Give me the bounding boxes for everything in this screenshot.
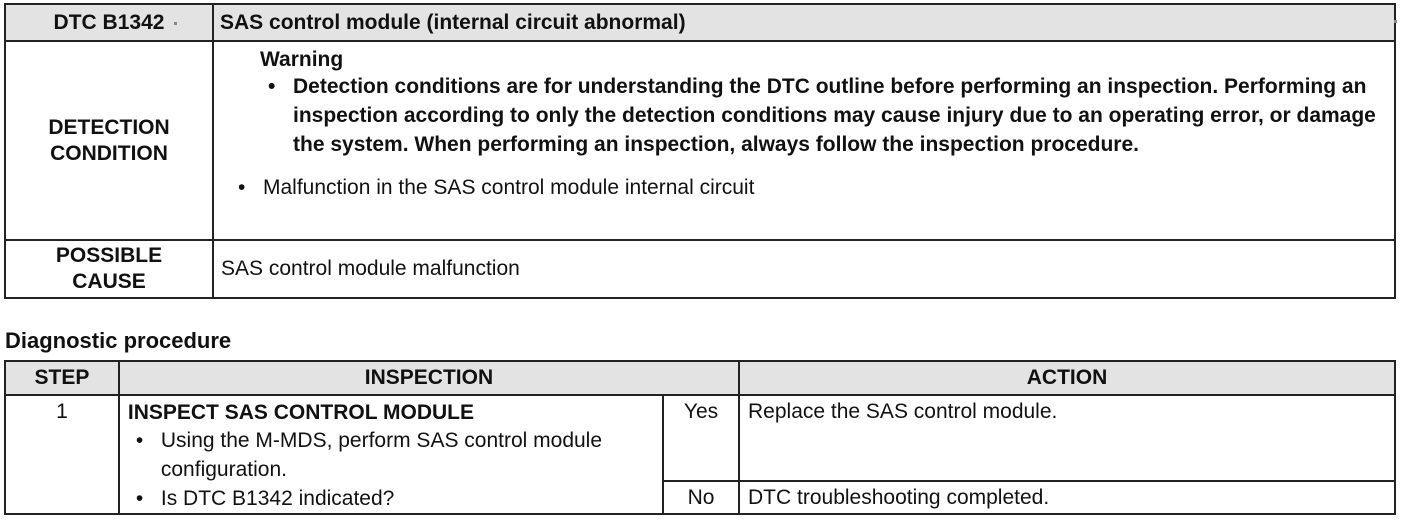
detection-label [5, 41, 213, 240]
possible-cause-row [5, 240, 1395, 298]
inspection-cell [119, 395, 663, 514]
diagnostic-procedure-heading: Diagnostic procedure [5, 328, 232, 353]
scan-mark [1394, 20, 1397, 23]
possible-cause-text: SAS control module malfunction [213, 240, 1395, 298]
inspection-item: • Is DTC B1342 indicated? [128, 484, 656, 513]
dtc-code: DTC B1342 [5, 4, 213, 41]
yes-action: Replace the SAS control module. [739, 395, 1395, 481]
procedure-table [4, 360, 1396, 515]
detection-row [5, 41, 1395, 240]
possible-cause-label-line2: CAUSE [72, 270, 146, 293]
inspection-title: INSPECT SAS CONTROL MODULE [127, 401, 475, 424]
step-header: STEP [5, 361, 119, 395]
inspection-list [128, 426, 656, 513]
procedure-row-yes [5, 395, 1395, 481]
warning-title: Warning [260, 48, 344, 71]
detection-list [230, 173, 1386, 202]
dtc-table [4, 3, 1396, 299]
action-header: ACTION [739, 361, 1395, 395]
possible-cause-label [5, 240, 213, 298]
inspection-item: • Using the M-MDS, perform SAS control module configuration. [128, 426, 656, 484]
no-action: DTC troubleshooting completed. [739, 481, 1395, 514]
warning-item: • Detection conditions are for understanding the DTC outline before performing an inspection. Performing an inspection according to only the detection conditions may cause injury due to an operating error, or damage the system. When performing an inspection, always follow the inspection procedure. [260, 72, 1386, 159]
yes-label: Yes [663, 395, 739, 481]
no-label: No [663, 481, 739, 514]
detection-label-line2: CONDITION [50, 141, 168, 165]
warning-list [260, 72, 1386, 159]
possible-cause-label-line1: POSSIBLE [55, 244, 163, 267]
detection-item: • Malfunction in the SAS control module internal circuit [230, 173, 1386, 202]
detection-content [213, 41, 1395, 240]
procedure-header-row [5, 361, 1395, 395]
inspection-header: INSPECTION [119, 361, 739, 395]
detection-label-line1: DETECTION [48, 115, 170, 139]
scan-mark [174, 22, 177, 25]
dtc-header-row [5, 4, 1395, 41]
step-number: 1 [5, 395, 119, 514]
dtc-title: SAS control module (internal circuit abnormal) [213, 4, 1395, 41]
